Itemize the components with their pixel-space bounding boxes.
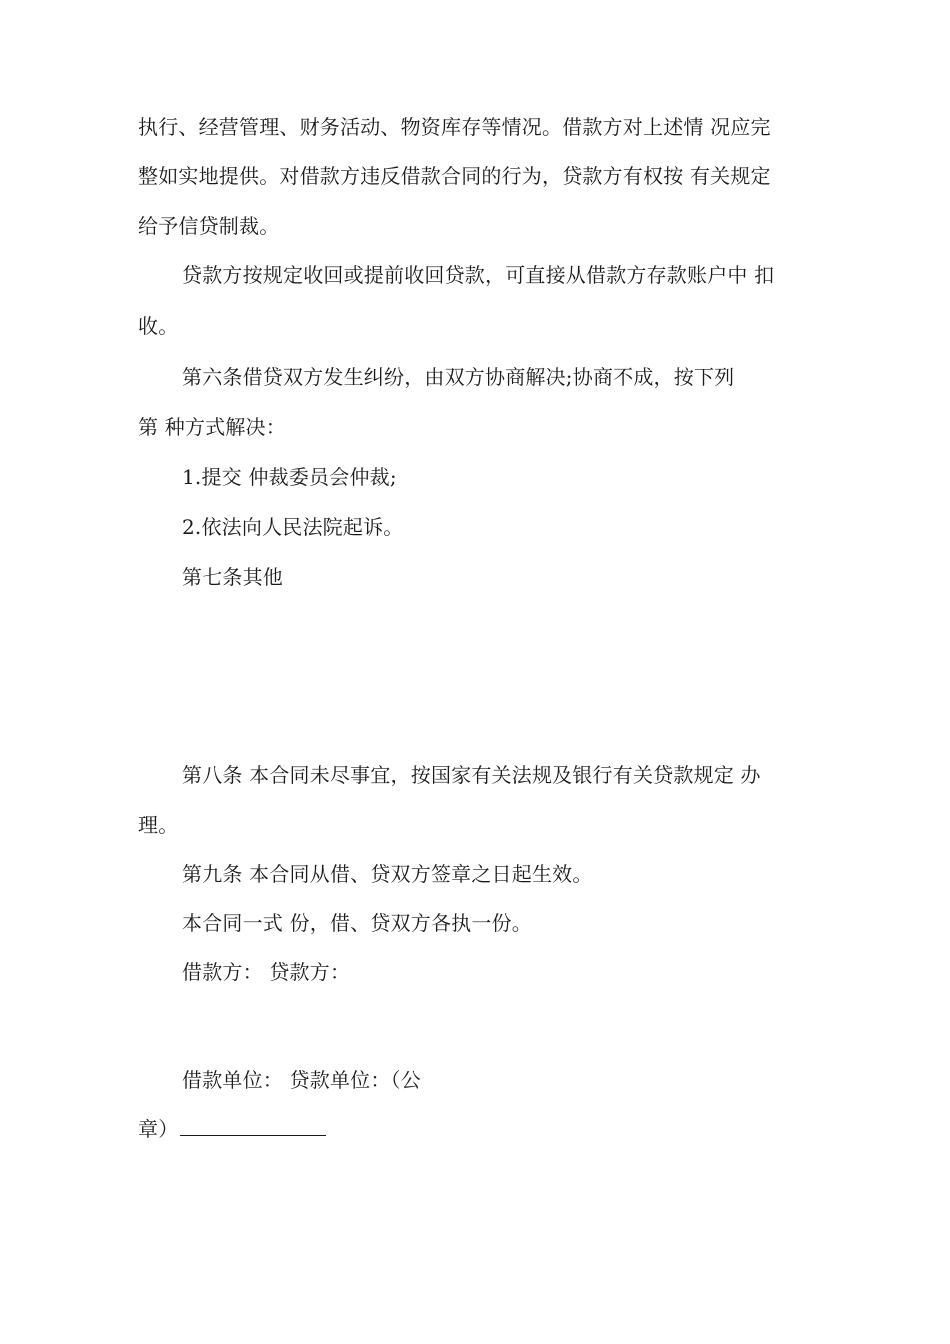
paragraph-line-2: 整如实地提供。对借款方违反借款合同的行为，贷款方有权按 有关规定 — [138, 164, 771, 188]
article-seven: 第七条其他 — [182, 565, 283, 589]
paragraph-line-3: 给予信贷制裁。 — [138, 214, 280, 238]
paragraph-line-4: 贷款方按规定收回或提前收回贷款，可直接从借款方存款账户中 扣 — [182, 263, 775, 287]
article-eight-continuation: 理。 — [138, 813, 179, 837]
copies-statement: 本合同一式 份，借、贷双方各执一份。 — [182, 911, 532, 935]
paragraph-line-1: 执行、经营管理、财务活动、物资库存等情况。借款方对上述情 况应完 — [138, 115, 771, 139]
article-six-continuation: 第 种方式解决： — [138, 415, 286, 439]
article-nine: 第九条 本合同从借、贷双方签章之日起生效。 — [182, 862, 593, 886]
option-one: 1.提交 仲裁委员会仲裁; — [182, 465, 397, 489]
seal-line — [138, 1117, 326, 1141]
paragraph-line-5: 收。 — [138, 314, 179, 338]
parties-line: 借款方： 贷款方： — [182, 960, 351, 984]
units-line: 借款单位： 贷款单位：（公 — [182, 1068, 421, 1092]
option-two: 2.依法向人民法院起诉。 — [182, 515, 404, 539]
seal-label: 章） — [138, 1117, 179, 1141]
signature-blank — [180, 1117, 326, 1136]
article-eight-line: 第八条 本合同未尽事宜，按国家有关法规及银行有关贷款规定 办 — [182, 763, 761, 787]
article-six-line: 第六条借贷双方发生纠纷，由双方协商解决;协商不成，按下列 — [182, 365, 735, 389]
